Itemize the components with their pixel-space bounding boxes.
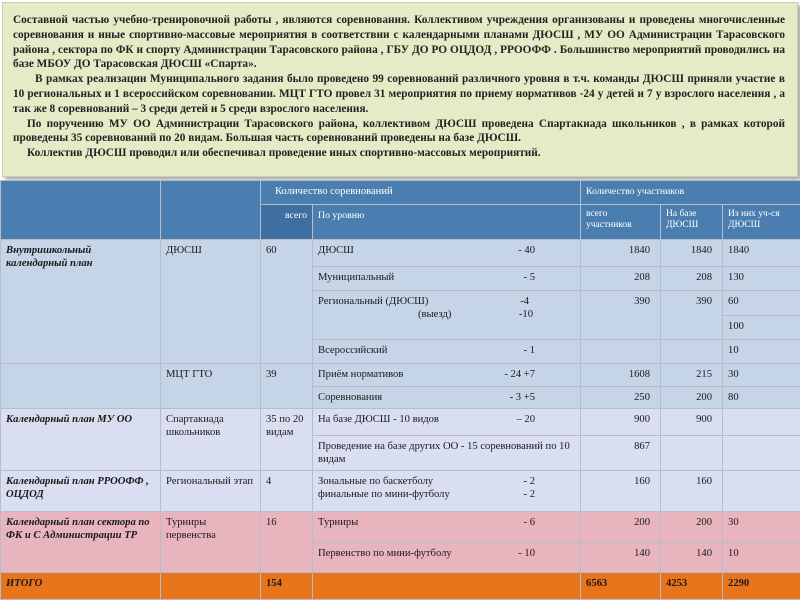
header-of-them: Из них уч-ся ДЮСШ — [723, 205, 800, 240]
of-them-empty — [723, 471, 800, 512]
total-dyussh: 60 — [261, 240, 313, 364]
intro-textbox — [2, 2, 798, 177]
all-participants: 140 — [581, 542, 661, 573]
intro-paragraph-4: Коллектив ДЮСШ проводил или обеспечивал проведение иных спортивно-массовых мероприятий. — [27, 147, 541, 160]
level-cell — [313, 409, 581, 436]
level-count: - 5 — [523, 271, 536, 283]
plan-sector: Календарный план сектора по ФК и С Администрации ТР — [1, 512, 161, 573]
header-total: всего — [261, 205, 313, 240]
level-name: Приём нормативов — [318, 369, 404, 381]
level-count: - 6 — [523, 517, 536, 529]
at-base: 140 — [661, 542, 723, 573]
itogo-all: 6563 — [581, 573, 661, 600]
level-name: Муниципальный — [318, 271, 395, 283]
level-name: Всероссийский — [318, 344, 388, 356]
level-cell — [313, 386, 581, 408]
all-participants: 867 — [581, 435, 661, 471]
level-cell — [313, 542, 581, 573]
plan-rroff: Календарный план РРООФФ , ОЦДОД — [1, 471, 161, 512]
table-row — [1, 512, 800, 543]
all-participants: 160 — [581, 471, 661, 512]
org-gto: МЦТ ГТО — [161, 364, 261, 409]
of-them: 30 — [723, 512, 800, 543]
level-count: – 20 — [516, 414, 536, 426]
at-base: 215 — [661, 364, 723, 386]
all-participants: 900 — [581, 409, 661, 436]
total-gto: 39 — [261, 364, 313, 409]
org-spartak: Спартакиада школьников — [161, 409, 261, 471]
plan-mu: Календарный план МУ ОО — [1, 409, 161, 471]
org-dyussh: ДЮСШ — [161, 240, 261, 364]
header-participants: Количество участников — [581, 181, 800, 205]
all-participants: 250 — [581, 386, 661, 408]
header-empty-1 — [1, 181, 161, 240]
intro-paragraph-1: Составной частью учебно-тренировочной работы , являются соревнования. Коллективом учреждения организованы и проведены многочисленные соревнования и иные спортивно-массовые мероприятия в соответствии с календарными планами ДЮСШ , МУ ОО Администрации Тарасовского района , сектора по ФК и спорту Администрации Тарасовского района , ГБУ ДО РО ОЦДОД , РРООФФ . Большинство мероприятий проводились на базе МБОУ ДО Тарасовская ДЮСШ «Спарта». — [13, 14, 785, 71]
level-cell — [313, 512, 581, 543]
level-count: -4 — [520, 296, 530, 308]
level-name-2: (выезд) — [418, 309, 452, 321]
level-cell — [313, 240, 581, 267]
level-cell — [313, 266, 581, 290]
all-participants: 200 — [581, 512, 661, 543]
level-name: Турниры — [318, 517, 359, 529]
level-name: Первенство по мини-футболу — [318, 547, 452, 559]
of-them: 10 — [723, 339, 800, 363]
totals-row — [1, 573, 800, 600]
org-regional: Региональный этап — [161, 471, 261, 512]
level-count: - 1 — [523, 344, 536, 356]
level-cell — [313, 339, 581, 363]
table-row — [1, 240, 800, 267]
level-cell — [313, 471, 581, 512]
at-base: 1840 — [661, 240, 723, 267]
competitions-table — [0, 180, 800, 600]
level-name: Соревнования — [318, 391, 383, 403]
table-row — [1, 364, 800, 386]
at-base: 160 — [661, 471, 723, 512]
at-base: 200 — [661, 386, 723, 408]
level-count-2: - 2 — [523, 489, 536, 501]
itogo-total: 154 — [261, 573, 313, 600]
header-by-level: По уровню — [313, 205, 581, 240]
itogo-base: 4253 — [661, 573, 723, 600]
of-them-empty — [723, 409, 800, 436]
header-all-participants: всего участников — [581, 205, 661, 240]
intro-paragraph-2: В рамках реализации Муниципального задания было проведено 99 соревнований различного уровня в т.ч. команды ДЮСШ приняли участие в 10 региональных и 1 всероссийском соревновании. МЦТ ГТО провел 31 мероприятия по приему нормативов -24 у детей и 7 у взрослого населения , а так же 8 соревнований – 3 среди детей и 5 среди взрослого населения. — [13, 73, 785, 115]
level-count-2: -10 — [518, 309, 534, 321]
level-name: На базе ДЮСШ - 10 видов — [318, 414, 439, 426]
level-cell — [313, 291, 581, 340]
of-them: 30 — [723, 364, 800, 386]
level-name: Зональные по баскетболу — [318, 476, 434, 488]
org-tourn: Турниры первенства — [161, 512, 261, 573]
at-base-empty — [661, 339, 723, 363]
level-count: - 40 — [518, 245, 536, 257]
of-them: 130 — [723, 266, 800, 290]
of-them: 80 — [723, 386, 800, 408]
level-count: - 10 — [518, 547, 536, 559]
level-name: Проведение на базе других ОО - 15 соревнований по 10 видам — [313, 435, 581, 471]
level-count: - 24 +7 — [504, 369, 536, 381]
total-spartak: 35 по 20 видам — [261, 409, 313, 471]
level-count: - 3 +5 — [509, 391, 536, 403]
table-row — [1, 409, 800, 436]
total-tourn: 16 — [261, 512, 313, 573]
header-at-base: На базе ДЮСШ — [661, 205, 723, 240]
of-them: 60 — [723, 291, 800, 315]
all-participants: 1840 — [581, 240, 661, 267]
total-regional: 4 — [261, 471, 313, 512]
itogo-level-empty — [313, 573, 581, 600]
level-name: ДЮСШ — [318, 245, 354, 257]
itogo-empty — [161, 573, 261, 600]
plan-empty — [1, 364, 161, 409]
of-them-2: 100 — [723, 315, 800, 339]
at-base-empty — [661, 435, 723, 471]
itogo-label: ИТОГО — [1, 573, 161, 600]
all-participants: 208 — [581, 266, 661, 290]
at-base: 200 — [661, 512, 723, 543]
at-base: 390 — [661, 291, 723, 340]
header-empty-2 — [161, 181, 261, 240]
header-competitions: Количество соревнований — [261, 181, 581, 205]
table-row — [1, 471, 800, 512]
at-base: 900 — [661, 409, 723, 436]
at-base: 208 — [661, 266, 723, 290]
intro-paragraph-3: По поручению МУ ОО Администрации Тарасовского района, коллективом ДЮСШ проведена Спартакиада школьников , в рамках которой проведены 35 соревнований по 20 видам. Большая часть соревнований проведены на базе ДЮСШ. — [13, 117, 785, 145]
of-them-empty — [723, 435, 800, 471]
level-count: - 2 — [523, 476, 536, 488]
level-name-2: финальные по мини-футболу — [318, 489, 450, 501]
level-name: Региональный (ДЮСШ) — [318, 296, 429, 308]
level-cell — [313, 364, 581, 386]
all-participants-empty — [581, 339, 661, 363]
all-participants: 390 — [581, 291, 661, 340]
all-participants: 1608 — [581, 364, 661, 386]
header-row-1 — [1, 181, 800, 205]
plan-intraschool: Внутришкольный календарный план — [1, 240, 161, 364]
of-them: 1840 — [723, 240, 800, 267]
itogo-stud: 2290 — [723, 573, 800, 600]
of-them: 10 — [723, 542, 800, 573]
